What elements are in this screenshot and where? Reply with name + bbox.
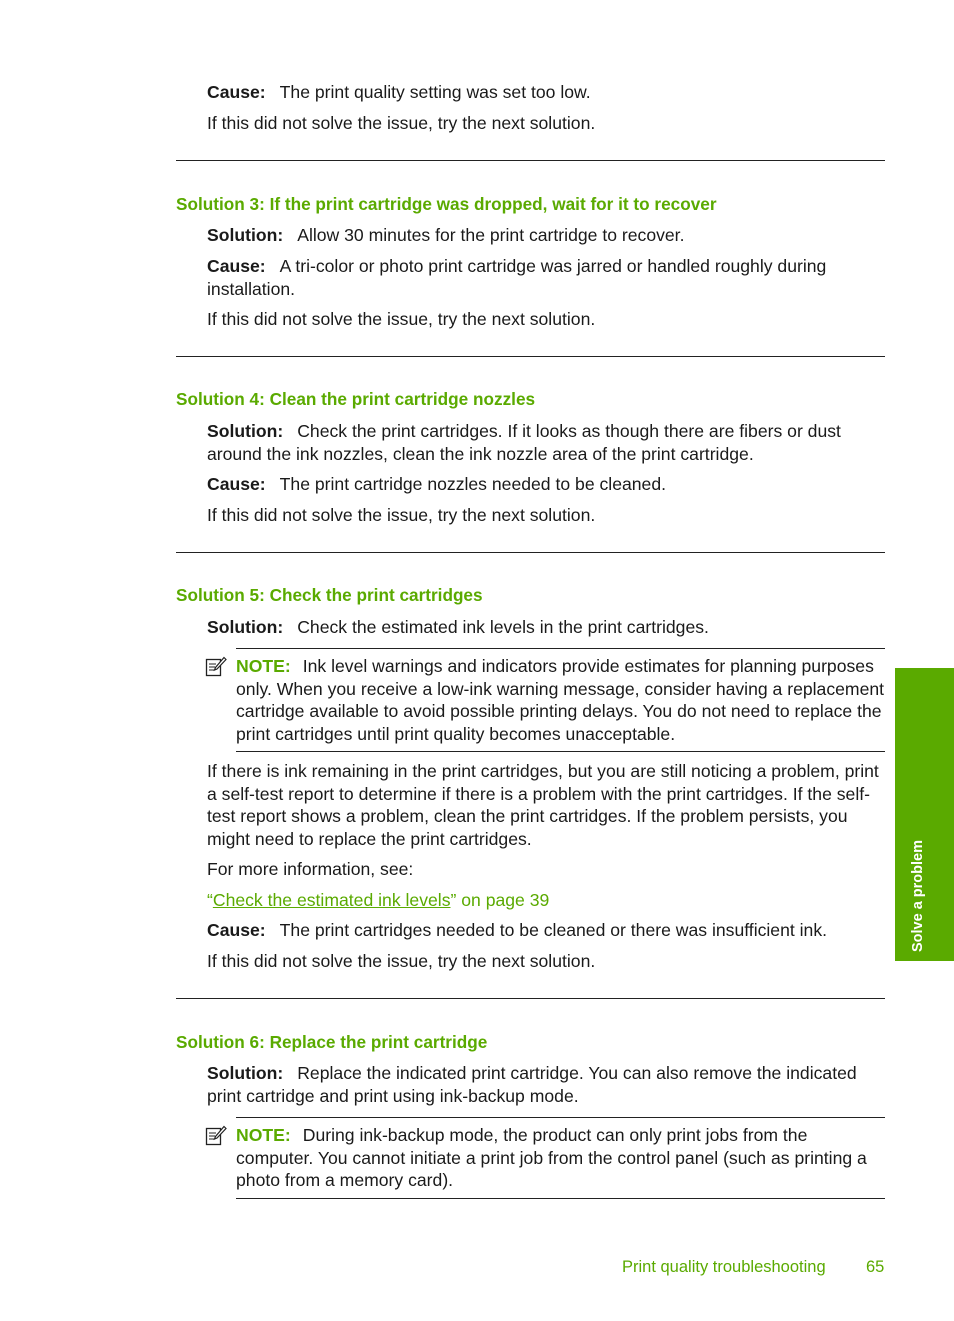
solution4-cause: Cause: The print cartridge nozzles needed to be cleaned. <box>207 474 667 494</box>
note-bottom-rule <box>236 1198 885 1199</box>
section-divider <box>176 998 885 999</box>
solution4-heading: Solution 4: Clean the print cartridge nozzles <box>176 389 536 409</box>
solution5-heading: Solution 5: Check the print cartridges <box>176 585 483 605</box>
note-label: NOTE: <box>236 1125 291 1145</box>
solution5-body: If there is ink remaining in the print cartridges, but you are still noticing a problem, print a self-test report to determine if there is a problem with the print cartridges. If the self-test report shows a problem, clean the print cartridges. If the problem persists, you might need to replace the print cartridges. <box>207 761 879 849</box>
section-divider <box>176 552 885 553</box>
solution5-next: If this did not solve the issue, try the next solution. <box>207 951 596 971</box>
cause-label: Cause: <box>207 920 266 940</box>
solution4-next: If this did not solve the issue, try the next solution. <box>207 505 596 525</box>
solution3-solution: Solution: Allow 30 minutes for the print cartridge to recover. <box>207 225 685 245</box>
solution4-solution: Solution: Check the print cartridges. If it looks as though there are fibers or dust around the ink nozzles, clean the ink nozzle area of the print cartridge. <box>207 421 841 464</box>
solution-label: Solution: <box>207 1063 284 1083</box>
ink-levels-link-text[interactable]: Check the estimated ink levels <box>212 890 451 910</box>
note-top-rule <box>236 648 885 649</box>
solution-label: Solution: <box>207 225 284 245</box>
solution5-more-info: For more information, see: <box>207 859 414 879</box>
solution5-note: NOTE: Ink level warnings and indicators provide estimates for planning purposes only. When you receive a low-ink warning message, consider having a replacement cartridge available to avoid possible printing delays. You do not need to replace the print cartridges until print quality becomes unacceptable. <box>236 656 885 744</box>
solution6-solution: Solution: Replace the indicated print cartridge. You can also remove the indicated print cartridge and print using ink-backup mode. <box>207 1063 857 1106</box>
solution-label: Solution: <box>207 617 284 637</box>
section-divider <box>176 160 885 161</box>
intro-next: If this did not solve the issue, try the next solution. <box>207 113 596 133</box>
page-number: 65 <box>866 1258 885 1276</box>
cause-label: Cause: <box>207 474 266 494</box>
note-pencil-icon <box>205 656 227 678</box>
solution6-note: NOTE: During ink-backup mode, the product can only print jobs from the computer. You cannot initiate a print job from the control panel (such as printing a photo from a memory card). <box>236 1125 867 1191</box>
note-bottom-rule <box>236 751 885 752</box>
solution5-cause: Cause: The print cartridges needed to be cleaned or there was insufficient ink. <box>207 920 828 940</box>
cause-label: Cause: <box>207 256 266 276</box>
solution-label: Solution: <box>207 421 284 441</box>
solution5-solution: Solution: Check the estimated ink levels in the print cartridges. <box>207 617 709 637</box>
section-divider <box>176 356 885 357</box>
intro-cause: Cause: The print quality setting was set too low. <box>207 82 591 102</box>
cause-label: Cause: <box>207 82 266 102</box>
solution3-heading: Solution 3: If the print cartridge was dropped, wait for it to recover <box>176 194 717 214</box>
note-label: NOTE: <box>236 656 291 676</box>
note-top-rule <box>236 1117 885 1118</box>
side-tab-label: Solve a problem <box>910 839 926 952</box>
solution3-cause: Cause: A tri-color or photo print cartridge was jarred or handled roughly during installation. <box>207 256 827 299</box>
solution3-next: If this did not solve the issue, try the next solution. <box>207 309 596 329</box>
ink-levels-link[interactable]: “Check the estimated ink levels” on page 39 <box>207 890 550 910</box>
solution6-heading: Solution 6: Replace the print cartridge <box>176 1032 488 1052</box>
note-pencil-icon <box>205 1125 227 1147</box>
footer-section-title: Print quality troubleshooting <box>622 1258 826 1276</box>
